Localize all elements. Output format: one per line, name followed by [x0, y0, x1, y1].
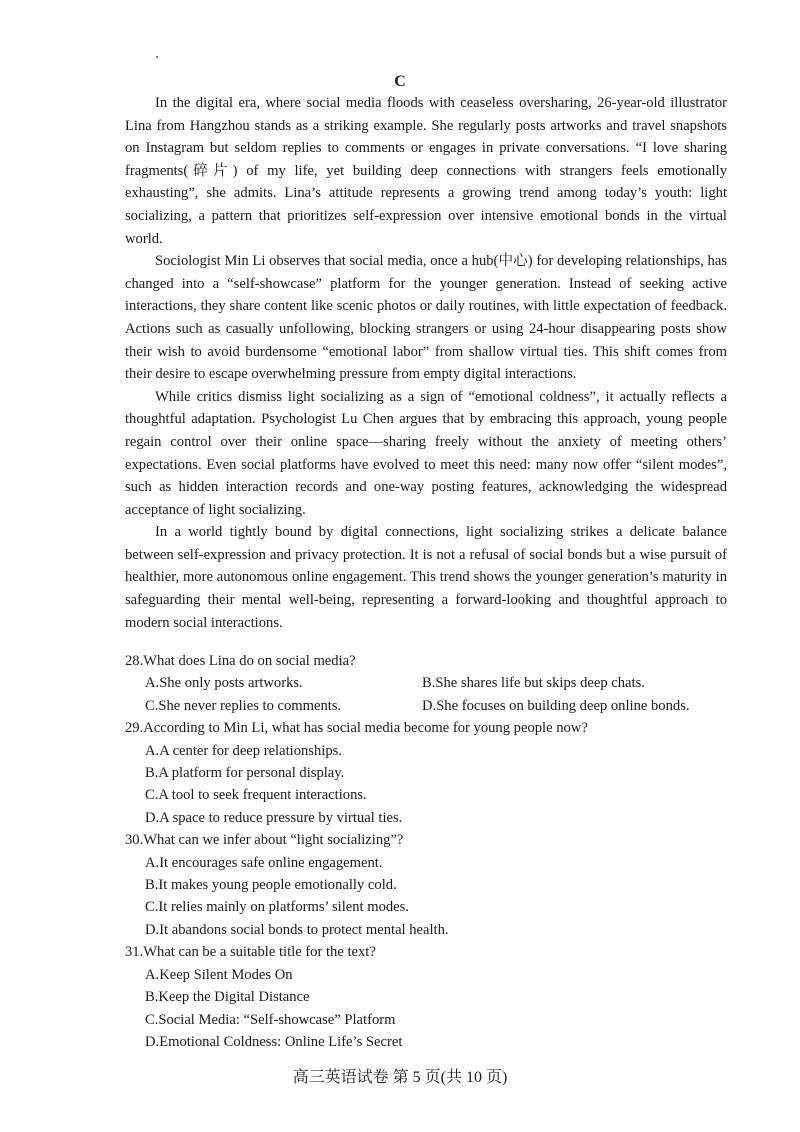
- question-29: [125, 717, 735, 829]
- option-b: B.Keep the Digital Distance: [145, 989, 310, 1006]
- answer-options: [125, 740, 735, 830]
- option-c: C.Social Media: “Self-showcase” Platform: [145, 1011, 396, 1028]
- passage-paragraph-4: In a world tightly bound by digital connections, light socializing strikes a delicate balance between self-expression and privacy protection. It is not a refusal of social bonds but a wise pursuit of healthier, more autonomous online engagement. This trend shows the younger generation’s maturity in safeguarding their mental well-being, representing a forward-looking and thoughtful approach to modern social interactions.: [125, 524, 727, 631]
- option-d: D.A space to reduce pressure by virtual ties.: [145, 809, 403, 826]
- option-c: C.She never replies to comments.: [145, 697, 342, 714]
- option-c: C.It relies mainly on platforms’ silent modes.: [145, 899, 409, 916]
- option-d: D.She focuses on building deep online bonds.: [422, 697, 690, 714]
- question-30: [125, 829, 735, 941]
- question-stem: 30.What can we infer about “light socializing”?: [125, 832, 404, 849]
- passage-paragraph-1: In the digital era, where social media floods with ceaseless oversharing, 26-year-old illustrator Lina from Hangzhou stands as a striking example. She regularly posts artworks and travel snapshots on Instagram but seldom replies to comments or engages in private conversations. “I love sharing fragments(碎片) of my life, yet building deep connections with strangers feels emotionally exhausting”, she admits. Lina’s attitude represents a growing trend among today’s youth: light socializing, a pattern that prioritizes self-expression over intensive emotional bonds in the virtual world.: [125, 95, 727, 247]
- passage-paragraph-2: Sociologist Min Li observes that social media, once a hub(中心) for developing relationships, has changed into a “self-showcase” platform for the younger generation. Instead of seeking active interactions, they share content like scenic photos or daily routines, with little expectation of feedback. Actions such as casually unfollowing, blocking strangers or using 24-hour disappearing posts show their wish to avoid burdensome “emotional labor” from shallow virtual ties. This shift comes from their desire to escape overwhelming pressure from empty digital interactions.: [125, 253, 727, 383]
- page-footer: 高三英语试卷 第 5 页(共 10 页): [292, 1069, 508, 1086]
- option-a: A.A center for deep relationships.: [145, 742, 342, 759]
- question-list: [125, 650, 735, 1053]
- option-c: C.A tool to seek frequent interactions.: [145, 787, 367, 804]
- option-a: A.Keep Silent Modes On: [145, 966, 293, 983]
- option-b: B.A platform for personal display.: [145, 765, 345, 782]
- passage-paragraph-3: While critics dismiss light socializing as a sign of “emotional coldness”, it actually reflects a thoughtful adaptation. Psychologist Lu Chen argues that by embracing this approach, young people regain control over their online space—sharing freely without the anxiety of meeting others’ expectations. Even social platforms have evolved to meet this need: many now offer “silent modes”, such as hidden interaction records and one-way posting features, acknowledging the widespread acceptance of light socializing.: [125, 388, 727, 518]
- question-stem: 31.What can be a suitable title for the text?: [125, 944, 376, 961]
- answer-options: [125, 964, 735, 1054]
- question-31: [125, 941, 735, 1053]
- question-stem: 28.What does Lina do on social media?: [125, 653, 356, 669]
- option-b: B.It makes young people emotionally cold.: [145, 877, 397, 894]
- option-d: D.Emotional Coldness: Online Life’s Secret: [145, 1033, 403, 1050]
- option-a: A.She only posts artworks.: [145, 675, 303, 692]
- answer-options: [125, 852, 735, 942]
- question-stem: 29.According to Min Li, what has social media become for young people now?: [125, 720, 588, 737]
- option-a: A.It encourages safe online engagement.: [145, 854, 383, 871]
- stray-dot: [156, 56, 158, 58]
- section-label: C: [394, 73, 406, 90]
- option-d: D.It abandons social bonds to protect mental health.: [145, 921, 449, 938]
- option-b: B.She shares life but skips deep chats.: [422, 675, 645, 692]
- answer-options: [125, 672, 735, 717]
- reading-passage: [125, 92, 727, 634]
- question-28: [125, 650, 735, 717]
